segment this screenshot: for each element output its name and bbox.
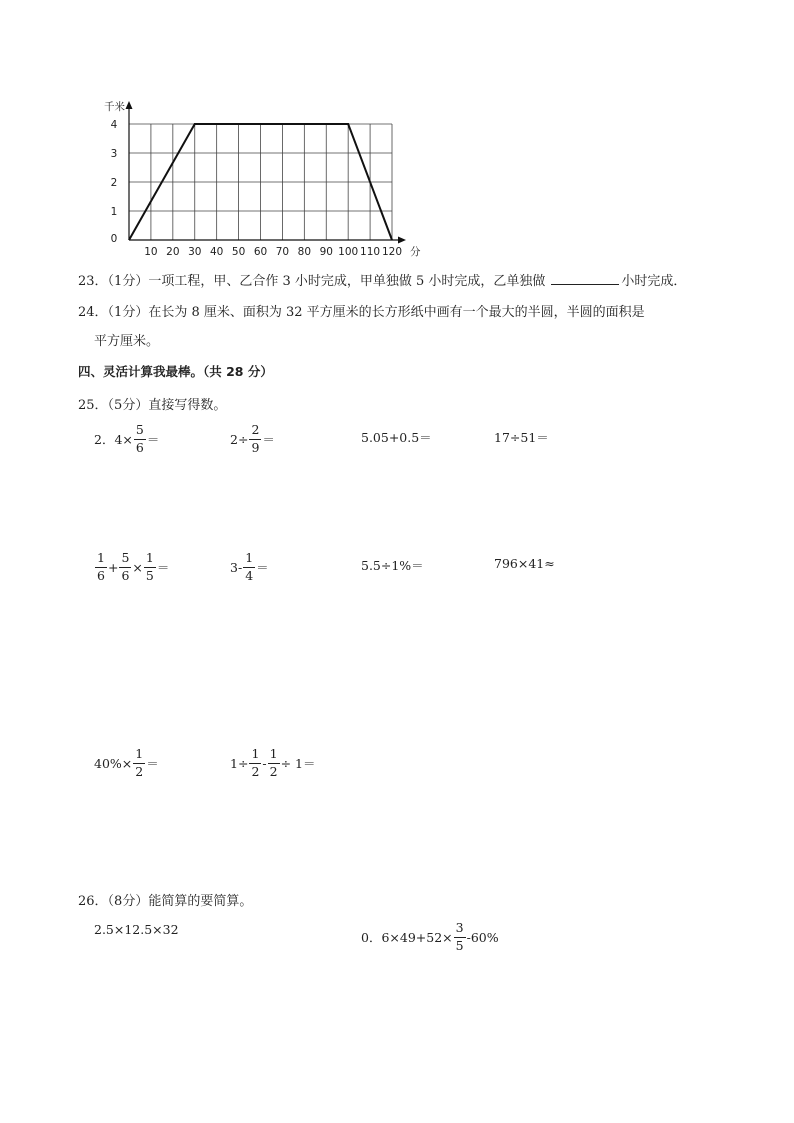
expr-1: 2．4× $\frac{5}{6}$ ＝ — [94, 422, 160, 455]
y-axis-arrow — [126, 101, 133, 109]
x-tick-label: 90 — [319, 246, 333, 258]
question-24-line2: 平方厘米。 — [94, 334, 160, 349]
question-24-line1: 24．（1分）在长为 8 厘米、面积为 32 平方厘米的长方形纸中画有一个最大的半圆，半圆的面积是 — [78, 305, 645, 320]
distance-time-chart — [88, 92, 428, 267]
fraction: $\frac{5}{6}$ — [121, 550, 130, 583]
x-axis-arrow — [398, 237, 406, 244]
expr-12: 0．6×49+52× $\frac{3}{5}$ -60% — [361, 920, 499, 953]
fraction: $\frac{5}{6}$ — [135, 422, 144, 455]
chart-ticks — [111, 119, 402, 258]
x-tick-label: 110 — [360, 246, 381, 258]
chart-grid — [129, 124, 392, 240]
fraction: $\frac{3}{5}$ — [455, 920, 464, 953]
expr-7: 5.5÷1%＝ — [361, 558, 424, 573]
answer-blank-23[interactable] — [551, 272, 619, 285]
x-tick-label: 50 — [231, 246, 246, 258]
y-tick-label: 1 — [110, 206, 118, 218]
question-26: 26．（8分）能简算的要简算。 — [78, 894, 253, 909]
fraction: $\frac{1}{6}$ — [97, 550, 105, 583]
fraction: $\frac{1}{4}$ — [245, 550, 254, 583]
expr-2: 2÷ $\frac{2}{9}$ ＝ — [230, 422, 275, 455]
x-tick-label: 80 — [297, 246, 312, 258]
expr-8: 796×41≈ — [494, 556, 555, 571]
x-tick-label: 40 — [209, 246, 224, 258]
x-tick-label: 120 — [381, 246, 403, 258]
y-tick-label: 0 — [110, 233, 118, 245]
x-tick-label: 70 — [275, 246, 290, 258]
question-23: 23．（1分）一项工程，甲、乙合作 3 小时完成，甲单独做 5 小时完成，乙单独做 小时完成． — [78, 274, 687, 289]
y-tick-label: 3 — [110, 148, 118, 160]
x-tick-label: 100 — [338, 246, 359, 258]
x-tick-label: 30 — [188, 246, 202, 258]
x-tick-label: 20 — [166, 246, 180, 258]
expr-6: 3- $\frac{1}{4}$ ＝ — [230, 550, 269, 583]
y-axis-label: 千米 — [104, 101, 125, 113]
expr-5: $\frac{1}{6}$ + $\frac{5}{6}$ × $\frac{1}{5}$ ＝ — [97, 550, 170, 583]
x-tick-label: 10 — [144, 246, 158, 258]
y-tick-label: 2 — [110, 177, 118, 189]
fraction: $\frac{2}{9}$ — [251, 422, 260, 455]
x-tick-label: 60 — [253, 246, 268, 258]
y-tick-label: 4 — [110, 119, 118, 131]
fraction: $\frac{1}{5}$ — [145, 550, 154, 583]
expr-9: 40%× $\frac{1}{2}$ ＝ — [94, 746, 159, 779]
expr-4: 17÷51＝ — [494, 430, 549, 445]
fraction: $\frac{1}{2}$ — [135, 746, 144, 779]
expr-3: 5.05+0.5＝ — [361, 430, 432, 445]
question-25: 25．（5分）直接写得数。 — [78, 398, 227, 413]
section-heading-4: 四、灵活计算我最棒。（共 28 分） — [78, 364, 273, 379]
expr-11: 2.5×12.5×32 — [94, 922, 179, 937]
expr-10: 1÷ $\frac{1}{2}$ - $\frac{1}{2}$ ÷ 1＝ — [230, 746, 316, 779]
x-axis-label: 分 — [410, 246, 421, 258]
fraction: $\frac{1}{2}$ — [269, 746, 278, 779]
fraction: $\frac{1}{2}$ — [251, 746, 260, 779]
